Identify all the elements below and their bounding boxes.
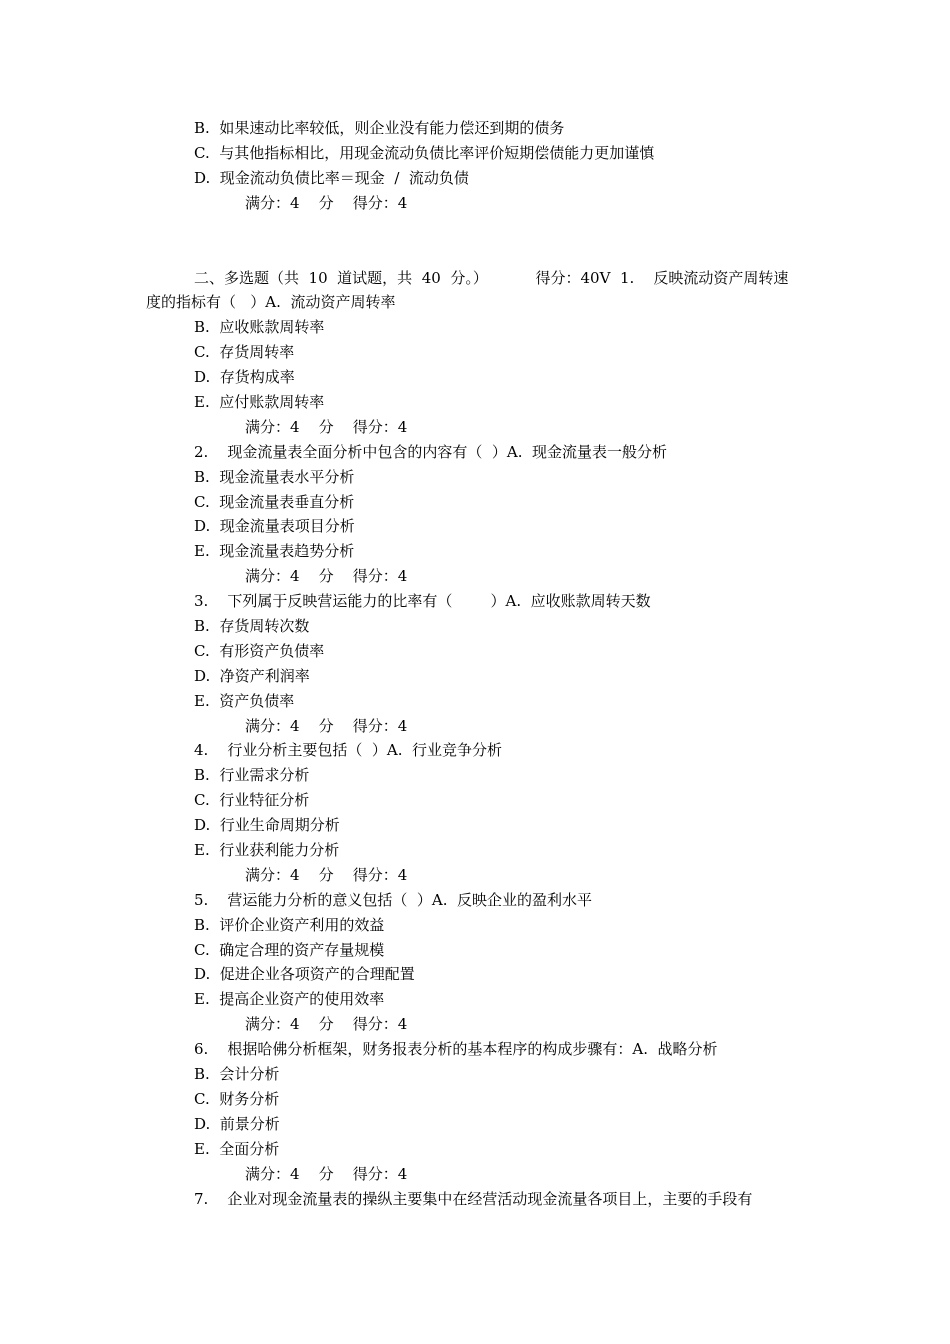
option-c: C. 有形资产负债率: [194, 642, 325, 660]
option-b: B. 会计分析: [194, 1065, 280, 1083]
option-d: D. 前景分析: [194, 1115, 280, 1133]
option-c: C. 与其他指标相比，用现金流动负债比率评价短期偿债能力更加谨慎: [194, 144, 655, 162]
option-d: D. 现金流量表项目分析: [194, 517, 355, 535]
score-line: 满分：4 分 得分：4: [245, 1165, 408, 1183]
option-b: B. 评价企业资产利用的效益: [194, 916, 385, 934]
section-header-wrap: 度的指标有（ ）A. 流动资产周转率: [146, 293, 396, 311]
question-stem: 2. 现金流量表全面分析中包含的内容有（ ）A. 现金流量表一般分析: [194, 443, 668, 461]
section-header: 二、多选题（共 10 道试题，共 40 分。） 得分：40V 1. 反映流动资产周转速: [194, 269, 789, 287]
option-d: D. 行业生命周期分析: [194, 816, 340, 834]
score-line: 满分：4 分 得分：4: [245, 194, 408, 212]
option-c: C. 财务分析: [194, 1090, 280, 1108]
option-b: B. 存货周转次数: [194, 617, 310, 635]
option-c: C. 现金流量表垂直分析: [194, 493, 355, 511]
question-stem: 5. 营运能力分析的意义包括（ ）A. 反映企业的盈利水平: [194, 891, 593, 909]
score-line: 满分：4 分 得分：4: [245, 866, 408, 884]
option-e: E. 资产负债率: [194, 692, 295, 710]
option-c: C. 存货周转率: [194, 343, 295, 361]
option-c: C. 确定合理的资产存量规模: [194, 941, 385, 959]
score-line: 满分：4 分 得分：4: [245, 717, 408, 735]
option-b: B. 行业需求分析: [194, 766, 310, 784]
option-e: E. 提高企业资产的使用效率: [194, 990, 385, 1008]
option-d: D. 净资产利润率: [194, 667, 310, 685]
question-stem: 7. 企业对现金流量表的操纵主要集中在经营活动现金流量各项目上，主要的手段有: [194, 1190, 753, 1208]
score-line: 满分：4 分 得分：4: [245, 1015, 408, 1033]
question-stem: 6. 根据哈佛分析框架，财务报表分析的基本程序的构成步骤有：A. 战略分析: [194, 1040, 718, 1058]
option-d: D. 存货构成率: [194, 368, 295, 386]
option-e: E. 现金流量表趋势分析: [194, 542, 355, 560]
option-e: E. 行业获利能力分析: [194, 841, 340, 859]
option-b: B. 现金流量表水平分析: [194, 468, 355, 486]
option-c: C. 行业特征分析: [194, 791, 310, 809]
option-e: E. 应付账款周转率: [194, 393, 325, 411]
score-line: 满分：4 分 得分：4: [245, 418, 408, 436]
option-b: B. 如果速动比率较低，则企业没有能力偿还到期的债务: [194, 119, 565, 137]
question-stem: 4. 行业分析主要包括（ ）A. 行业竞争分析: [194, 741, 503, 759]
option-d: D. 促进企业各项资产的合理配置: [194, 965, 415, 983]
option-d: D. 现金流动负债比率＝现金 / 流动负债: [194, 169, 469, 187]
question-stem: 3. 下列属于反映营运能力的比率有（ ）A. 应收账款周转天数: [194, 592, 651, 610]
option-e: E. 全面分析: [194, 1140, 280, 1158]
option-b: B. 应收账款周转率: [194, 318, 325, 336]
score-line: 满分：4 分 得分：4: [245, 567, 408, 585]
